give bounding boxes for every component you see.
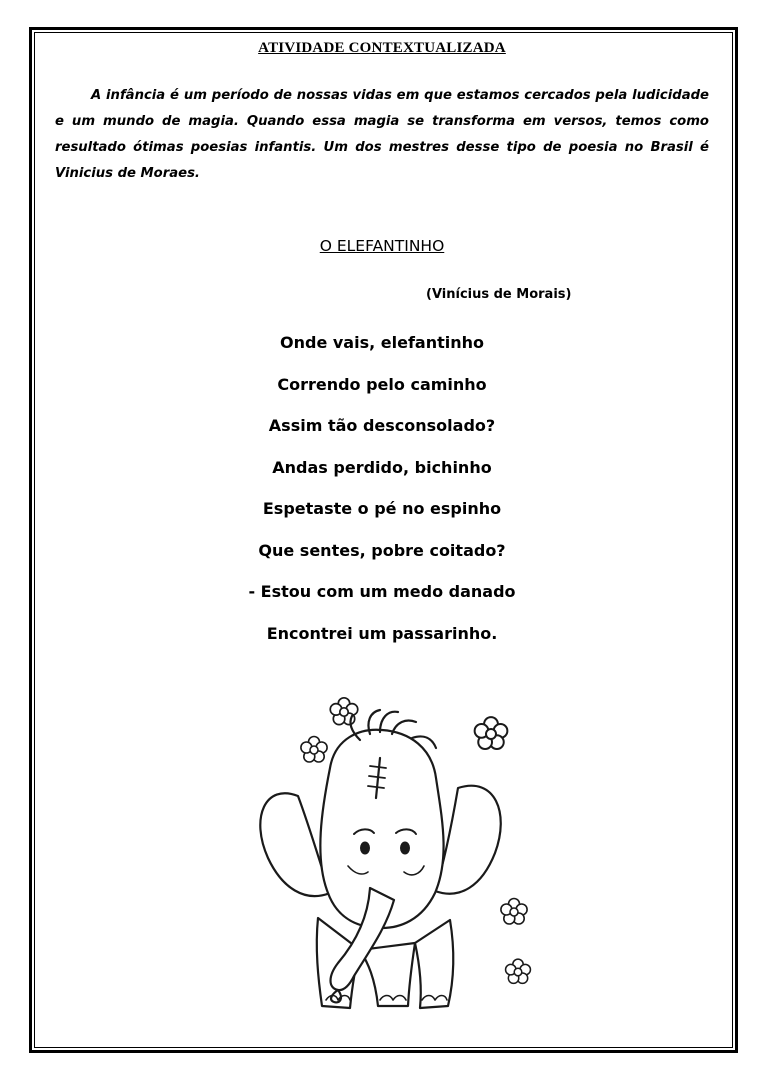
poem-verse: Onde vais, elefantinho xyxy=(280,333,484,352)
poem-author: (Vinícius de Morais) xyxy=(426,287,572,302)
elephant-illustration xyxy=(210,688,553,1024)
flower-icon xyxy=(506,959,531,983)
poem-verse: - Estou com um medo danado xyxy=(248,582,516,601)
intro-paragraph: A infância é um período de nossas vidas em que estamos cercados pela ludicidade e um mundo de magia. Quando essa magia se transforma em versos, temos como resultado ótimas poesias infantis. Um dos mestres desse tipo de poesia no Brasil é Vinicius de Moraes. xyxy=(55,88,709,181)
poem-verse: Espetaste o pé no espinho xyxy=(262,499,502,518)
poem-verse: Encontrei um passarinho. xyxy=(266,624,498,643)
flower-icon xyxy=(330,698,358,725)
flower-icon xyxy=(501,899,527,925)
poem-title: O ELEFANTINHO xyxy=(319,237,445,255)
page-title: ATIVIDADE CONTEXTUALIZADA xyxy=(258,40,506,56)
poem-verse: Andas perdido, bichinho xyxy=(272,458,492,477)
poem-verse: Que sentes, pobre coitado? xyxy=(258,541,506,560)
poem-verse: Correndo pelo caminho xyxy=(277,375,487,394)
poem-verse: Assim tão desconsolado? xyxy=(268,416,496,435)
flower-icon xyxy=(475,717,508,749)
flower-icon xyxy=(301,737,327,763)
